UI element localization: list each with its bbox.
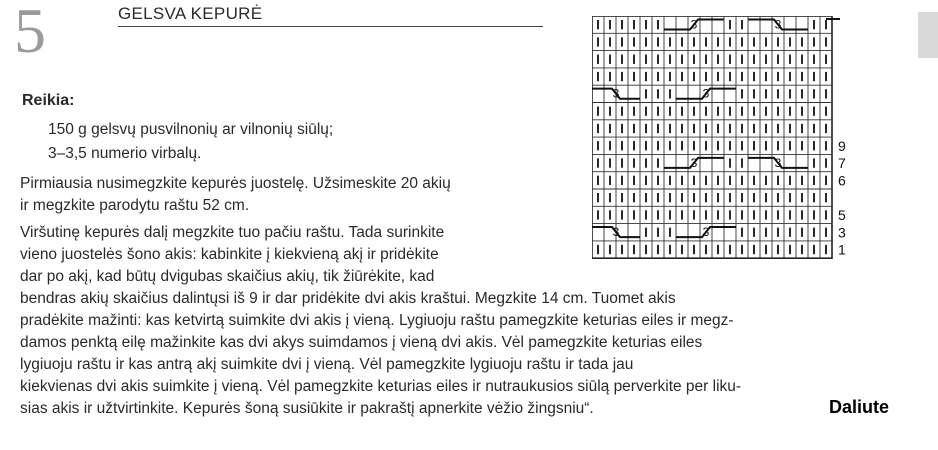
chart-row-numbers [838, 138, 846, 258]
text-line: Viršutinę kepurės dalį megzkite tuo pačiu raštu. Tada surinkite [20, 224, 445, 241]
row-number: 1 [838, 241, 846, 258]
text-line: dar po akį, kad būtų dvigubas skaičius akių, tik žiūrėkite, kad [20, 268, 435, 285]
cable-label: 3 [774, 17, 782, 32]
cable-label: 3 [774, 155, 782, 170]
text-line: bendras akių skaičius dalintųsi iš 9 ir dar pridėkite dvi akis kraštui. Megzkite 14 cm. Tuomet akis [20, 290, 676, 307]
cable-label: 3 [702, 225, 710, 240]
text-line: Pirmiausia nusimegzkite kepurės juostelę. Užsimeskite 20 akių [20, 175, 451, 192]
cable-label: 3 [612, 225, 620, 240]
row-number: 9 [838, 137, 846, 154]
signature: Daliute [829, 397, 890, 417]
instructions-decreases [20, 288, 880, 420]
materials-item-yarn: 150 g gelsvų pusvilnonių ar vilnonių siūlų; [48, 121, 334, 138]
chart-grid [592, 16, 832, 258]
row-number: 6 [838, 172, 846, 189]
knitting-chart [592, 16, 852, 266]
title-underline [118, 26, 543, 27]
pattern-title: GELSVA KEPURĖ [118, 4, 263, 23]
materials-item-needles: 3–3,5 numerio virbalų. [48, 145, 202, 162]
materials-heading: Reikia: [22, 92, 75, 109]
text-line: kiekvienas dvi akis suimkite į vieną. Vėl pamegzkite keturias eiles ir nutraukusios siūlą perverkite per liku- [20, 378, 742, 395]
text-line: sias akis ir užtvirtinkite. Kepurės šoną susiūkite ir pakraštį apnerkite vėžio žingsniu“. [20, 400, 594, 417]
instructions-band [20, 173, 540, 217]
instructions-top [20, 222, 540, 288]
pattern-number: 5 [14, 0, 46, 66]
cable-label: 3 [612, 86, 620, 101]
text-line: pradėkite mažinti: kas ketvirtą suimkite dvi akis į vieną. Lygiuoju raštu pamegzkite keturias eiles ir megz- [20, 312, 734, 329]
row-number: 3 [838, 224, 846, 241]
text-line: lygiuoju raštu ir kas antrą akį suimkite dvi į vieną. Vėl pamegzkite lygiuoju raštu ir tada jau [20, 356, 634, 373]
text-line: vieno juostelės šono akis: kabinkite į kiekvieną akį ir pridėkite [20, 246, 439, 263]
cable-label: 3 [702, 86, 710, 101]
cable-label: 3 [690, 17, 698, 32]
text-line: damos penktą eilę mažinkite kas dvi akys suimdamos į vieną dvi akis. Vėl pamegzkite keturias eiles [20, 334, 703, 351]
row-number: 5 [838, 207, 846, 224]
row-number: 7 [838, 155, 846, 172]
scan-edge [918, 12, 938, 58]
cable-label: 3 [690, 155, 698, 170]
text-line: ir megzkite parodytu raštu 52 cm. [20, 197, 250, 214]
